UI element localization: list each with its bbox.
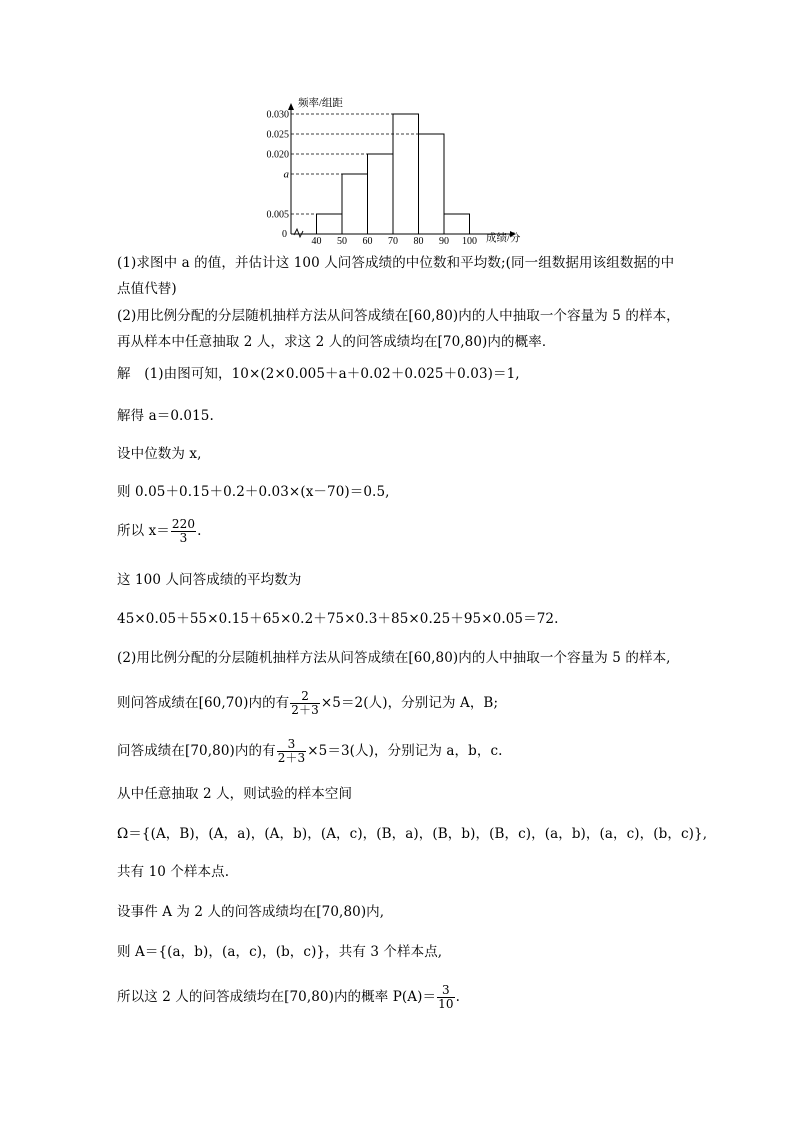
fraction-220-over-3 <box>171 518 196 545</box>
fraction-denominator: 2＋3 <box>291 703 319 717</box>
step-16-prefix: 所以这 2 人的问答成绩均在[70,80)内的概率 P(A)＝ <box>117 989 437 1005</box>
x-tick-label: 100 <box>462 236 477 244</box>
question-1-line-1: (1)求图中 a 的值，并估计这 100 人问答成绩的中位数和平均数;(同一组数据用该组数据的中 <box>117 255 675 271</box>
fraction-2-over-5 <box>290 690 320 717</box>
solution-step-8: (2)用比例分配的分层随机抽样方法从问答成绩在[60,80)内的人中抽取一个容量为 5 的样本, <box>117 650 671 666</box>
axis-break-mark <box>294 229 303 237</box>
solution-step-7: 45×0.05＋55×0.15＋65×0.2＋75×0.3＋85×0.25＋95×0.05＝72. <box>117 611 559 627</box>
x-tick-label: 60 <box>362 236 373 244</box>
solution-step-3: 设中位数为 x, <box>117 446 202 462</box>
x-axis-label: 成绩/分 <box>486 233 521 244</box>
solution-step-15: 则 A＝{(a，b)，(a，c)，(b，c)}，共有 3 个样本点, <box>117 944 443 960</box>
step-9-suffix: ×5＝2(人)，分别记为 A，B; <box>320 695 499 711</box>
solution-step-14: 设事件 A 为 2 人的问答成绩均在[70,80)内, <box>117 904 385 920</box>
solution-step-6: 这 100 人问答成绩的平均数为 <box>117 572 302 588</box>
x-tick-label: 50 <box>337 236 347 244</box>
fraction-numerator: 3 <box>277 738 307 752</box>
y-tick-label: 0.005 <box>266 209 289 221</box>
x-tick-label: 40 <box>311 236 322 244</box>
fraction-numerator: 220 <box>171 517 196 531</box>
step-5-suffix: . <box>197 523 202 539</box>
solution-step-5 <box>117 518 202 545</box>
x-tick-label: 90 <box>439 236 449 244</box>
step-16-suffix: . <box>455 989 461 1005</box>
question-2-line-2: 再从样本中任意抽取 2 人，求这 2 人的问答成绩均在[70,80)内的概率． <box>117 334 556 350</box>
y-tick-labels <box>267 110 290 221</box>
solution-step-1: 解 (1)由图可知，10×(2×0.005＋a＋0.02＋0.025＋0.03)＝1, <box>117 366 520 382</box>
question-1-line-2: 点值代替) <box>117 281 177 297</box>
y-tick-label: 0.020 <box>266 149 289 161</box>
solution-step-4: 则 0.05＋0.15＋0.2＋0.03×(x－70)＝0.5, <box>117 484 390 500</box>
fraction-denominator: 2＋3 <box>277 751 306 765</box>
step-5-prefix: 所以 x＝ <box>117 523 170 539</box>
x-tick-label: 70 <box>388 236 398 244</box>
x-tick-labels <box>312 236 478 244</box>
fraction-denominator: 3 <box>179 531 188 545</box>
y-axis-label: 频率/组距 <box>298 98 343 109</box>
histogram-chart <box>258 92 528 244</box>
step-10-suffix: ×5＝3(人)，分别记为 a，b，c. <box>307 743 503 759</box>
chart-axes <box>288 103 516 237</box>
x-tick-label: 80 <box>413 236 424 244</box>
solution-step-2: 解得 a＝0.015. <box>117 408 214 424</box>
question-2-line-1: (2)用比例分配的分层随机抽样方法从问答成绩在[60,80)内的人中抽取一个容量为 5 的样本， <box>117 308 680 324</box>
fraction-3-over-5 <box>277 738 307 765</box>
chart-bars <box>317 114 470 234</box>
step-10-prefix: 问答成绩在[70,80)内的有 <box>117 743 276 759</box>
solution-step-10 <box>117 738 503 765</box>
y-tick-label: a <box>283 168 289 181</box>
histogram-bar <box>368 154 394 234</box>
histogram-bar <box>444 214 470 234</box>
histogram-bar <box>317 214 343 234</box>
solution-step-9 <box>117 690 498 717</box>
histogram-bar <box>342 174 368 234</box>
fraction-denominator: 10 <box>438 997 454 1011</box>
fraction-numerator: 3 <box>437 984 454 998</box>
sample-space: Ω＝{(A，B)，(A，a)，(A，b)，(A，c)，(B，a)，(B，b)，(B，c)，(a，b)，(a，c)，(b，c)}, <box>117 826 708 842</box>
fraction-3-over-10 <box>437 984 454 1011</box>
solution-step-11: 从中任意抽取 2 人，则试验的样本空间 <box>117 786 353 802</box>
y-tick-label: 0.025 <box>266 129 289 141</box>
histogram-bar <box>419 134 445 234</box>
chart-guides <box>291 114 419 214</box>
y-tick-label: 0.030 <box>266 109 289 121</box>
step-9-prefix: 则问答成绩在[60,70)内的有 <box>117 695 290 711</box>
chart-labels <box>282 96 521 244</box>
solution-step-16 <box>117 984 460 1011</box>
fraction-numerator: 2 <box>290 690 320 704</box>
origin-label: 0 <box>282 229 287 240</box>
histogram-bar <box>393 114 419 234</box>
solution-step-13: 共有 10 个样本点. <box>117 864 230 880</box>
